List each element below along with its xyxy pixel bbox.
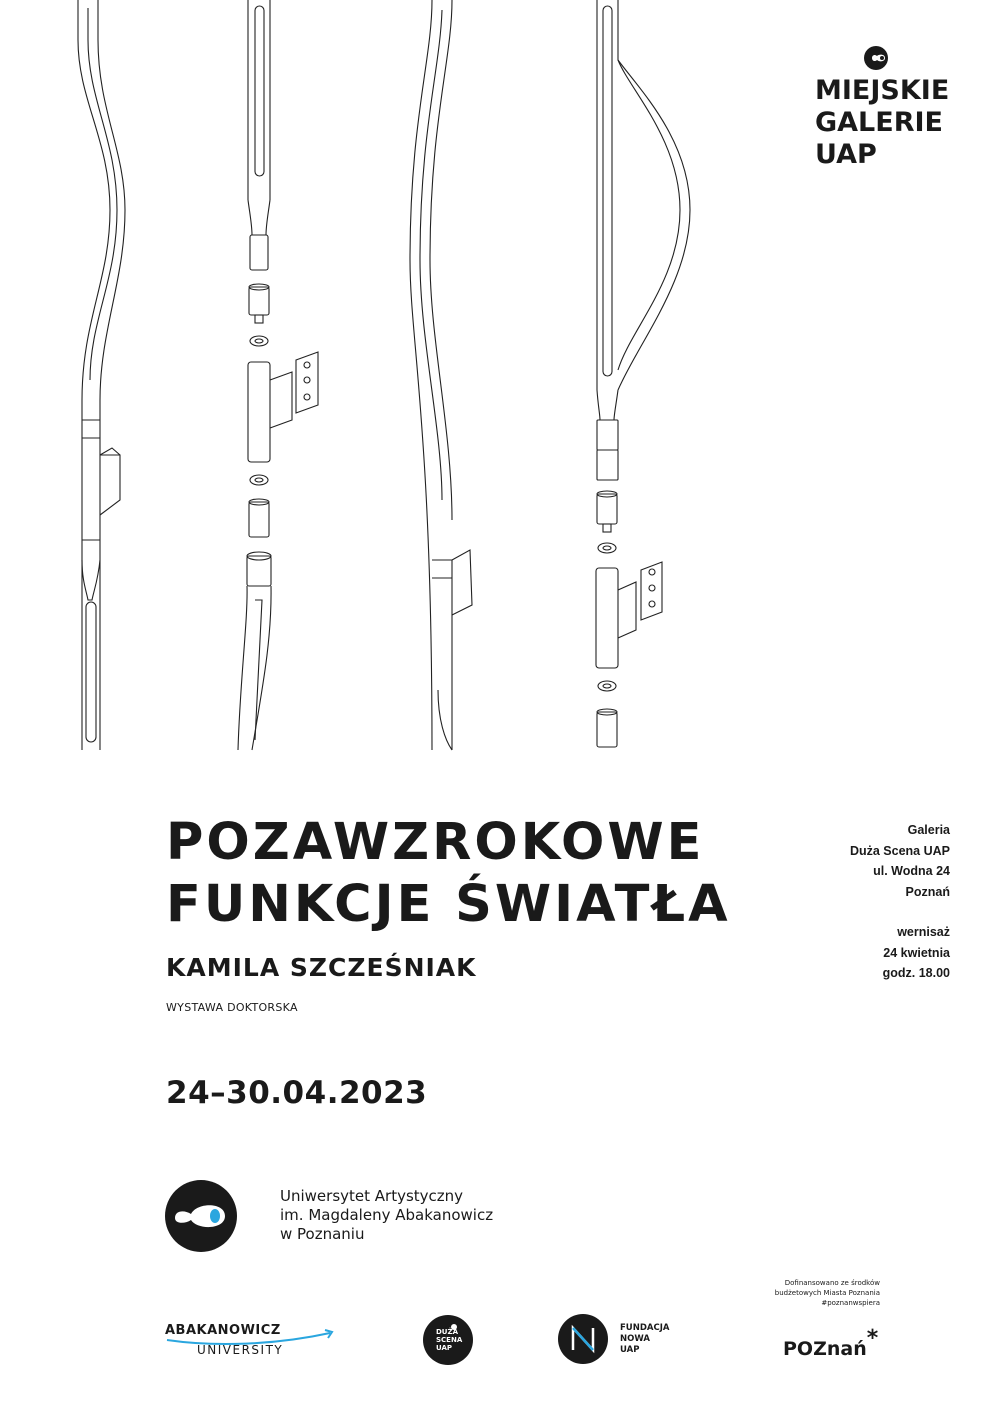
university-line-1: Uniwersytet Artystyczny bbox=[280, 1187, 464, 1205]
brand-line-3: UAP bbox=[815, 139, 877, 170]
fundacja-word-2: NOWA bbox=[620, 1334, 650, 1344]
title-line-2: FUNKCJE ŚWIATŁA bbox=[166, 875, 731, 934]
fundacja-word-3: UAP bbox=[620, 1345, 640, 1355]
funding-note bbox=[760, 1278, 880, 1308]
funding-line-1: Dofinansowano ze środków bbox=[784, 1279, 880, 1287]
duza-scena-word-2: SCENA bbox=[436, 1336, 463, 1344]
fundacja-word-1: FUNDACJA bbox=[620, 1323, 670, 1333]
duza-scena-badge bbox=[423, 1315, 473, 1365]
funding-line-3: #poznanwspiera bbox=[821, 1299, 880, 1307]
university-logo-icon bbox=[165, 1180, 237, 1252]
opening-line: wernisaż bbox=[897, 925, 950, 939]
title-line-1: POZAWZROKOWE bbox=[166, 813, 705, 872]
uap-keyhole-icon bbox=[863, 45, 895, 71]
lamp-drawing-4 bbox=[596, 0, 690, 747]
exhibition-dates: 24–30.04.2023 bbox=[166, 1075, 428, 1111]
duza-scena-logo bbox=[423, 1315, 473, 1365]
poznan-logo bbox=[783, 1326, 879, 1361]
venue-info bbox=[850, 820, 950, 984]
fundacja-badge bbox=[558, 1314, 678, 1366]
duza-scena-word-1: DUŻA bbox=[436, 1328, 458, 1336]
exhibition-title bbox=[166, 812, 731, 936]
poznan-wordmark: POZnań bbox=[783, 1338, 867, 1360]
university-line-3: w Poznaniu bbox=[280, 1225, 365, 1243]
venue-line: ul. Wodna 24 bbox=[873, 864, 950, 878]
venue-line: Duża Scena UAP bbox=[849, 843, 950, 858]
venue-line: Galeria bbox=[907, 823, 950, 837]
abakanowicz-logo-bottom: UNIVERSITY bbox=[197, 1343, 284, 1357]
abakanowicz-logo-top: ABAKANOWICZ bbox=[165, 1323, 281, 1338]
exhibition-subtitle: WYSTAWA DOKTORSKA bbox=[166, 1001, 298, 1014]
university-line-2: im. Magdaleny Abakanowicz bbox=[280, 1206, 494, 1224]
brand-line-2: GALERIE bbox=[815, 107, 943, 138]
duza-scena-word-3: UAP bbox=[436, 1344, 453, 1352]
opening-line: 24 kwietnia bbox=[883, 945, 950, 960]
poznan-star-icon: * bbox=[866, 1326, 879, 1351]
lamp-drawing-1 bbox=[78, 0, 125, 750]
university-name bbox=[280, 1187, 493, 1244]
venue-line: Poznań bbox=[905, 884, 950, 899]
fundacja-nowa-uap-logo bbox=[558, 1314, 678, 1370]
opening-line: godz. 18.00 bbox=[882, 966, 950, 980]
artist-name: KAMILA SZCZEŚNIAK bbox=[166, 953, 477, 982]
lamp-drawing-3 bbox=[410, 0, 472, 750]
brand-line-1: MIEJSKIE bbox=[815, 75, 950, 106]
lamp-drawing-2 bbox=[238, 0, 318, 750]
funding-line-2: budżetowych Miasta Poznania bbox=[774, 1289, 880, 1297]
abakanowicz-university-logo bbox=[165, 1321, 335, 1361]
